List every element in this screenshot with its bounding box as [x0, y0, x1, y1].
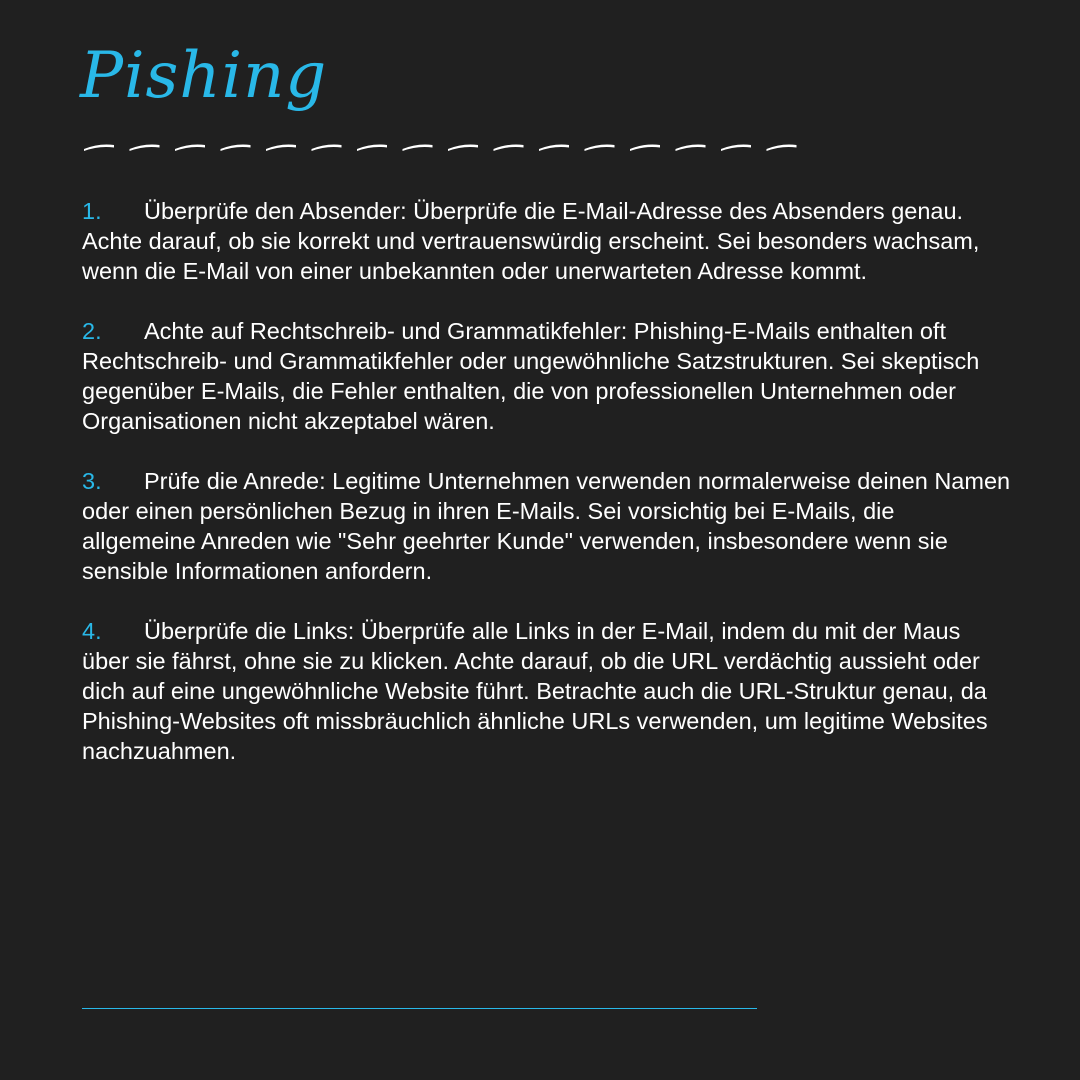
item-number: 1. — [82, 198, 102, 224]
page-title: Pishing — [80, 39, 328, 113]
dash-stroke — [403, 145, 433, 152]
dash-stroke — [448, 145, 478, 152]
item-number: 4. — [82, 618, 102, 644]
dash-stroke — [767, 145, 797, 152]
tips-list — [82, 196, 1012, 796]
dash-stroke — [676, 145, 706, 152]
dash-stroke — [312, 145, 342, 152]
list-item — [82, 196, 1012, 286]
dash-stroke — [175, 145, 205, 152]
list-item — [82, 316, 1012, 436]
dash-stroke — [84, 145, 114, 152]
item-text: Überprüfe den Absender: Überprüfe die E-Mail-Adresse des Absenders genau. Achte darauf, ob sie korrekt und vertrauenswürdig erscheint. Sei besonders wachsam, wenn die E-Mail von einer unbekannten oder unerwarteten Adresse kommt. — [82, 198, 980, 284]
bottom-rule — [82, 1008, 757, 1009]
list-item — [82, 466, 1012, 586]
dash-stroke — [494, 145, 524, 152]
list-item — [82, 616, 1012, 766]
dash-stroke — [266, 145, 296, 152]
item-text: Achte auf Rechtschreib- und Grammatikfehler: Phishing-E-Mails enthalten oft Rechtschreib- und Grammatikfehler oder ungewöhnliche Satzstrukturen. Sei skeptisch gegenüber E-Mails, die Fehler enthalten, die von professionellen Unternehmen oder Organisationen nicht akzeptabel wären. — [82, 318, 980, 434]
item-text: Prüfe die Anrede: Legitime Unternehmen verwenden normalerweise deinen Namen oder einen persönlichen Bezug in ihren E-Mails. Sei vorsichtig bei E-Mails, die allgemeine Anreden wie "Sehr geehrter Kunde" verwenden, insbesondere wenn sie sensible Informationen anfordern. — [82, 468, 1011, 584]
item-text: Überprüfe die Links: Überprüfe alle Links in der E-Mail, indem du mit der Maus über sie fährst, ohne sie zu klicken. Achte darauf, ob die URL verdächtig aussieht oder dich auf eine ungewöhnliche Website führt. Betrachte auch die URL-Struktur genau, da Phishing-Websites oft missbräuchlich ähnliche URLs verwenden, um legitime Websites nachzuahmen. — [82, 618, 988, 764]
dash-stroke — [630, 145, 660, 152]
dash-stroke — [130, 145, 160, 152]
dash-stroke — [221, 145, 251, 152]
dash-stroke — [539, 145, 569, 152]
item-number: 3. — [82, 468, 102, 494]
dash-stroke — [585, 145, 615, 152]
dash-stroke — [721, 145, 751, 152]
dash-divider — [84, 140, 814, 154]
dash-stroke — [357, 145, 387, 152]
item-number: 2. — [82, 318, 102, 344]
